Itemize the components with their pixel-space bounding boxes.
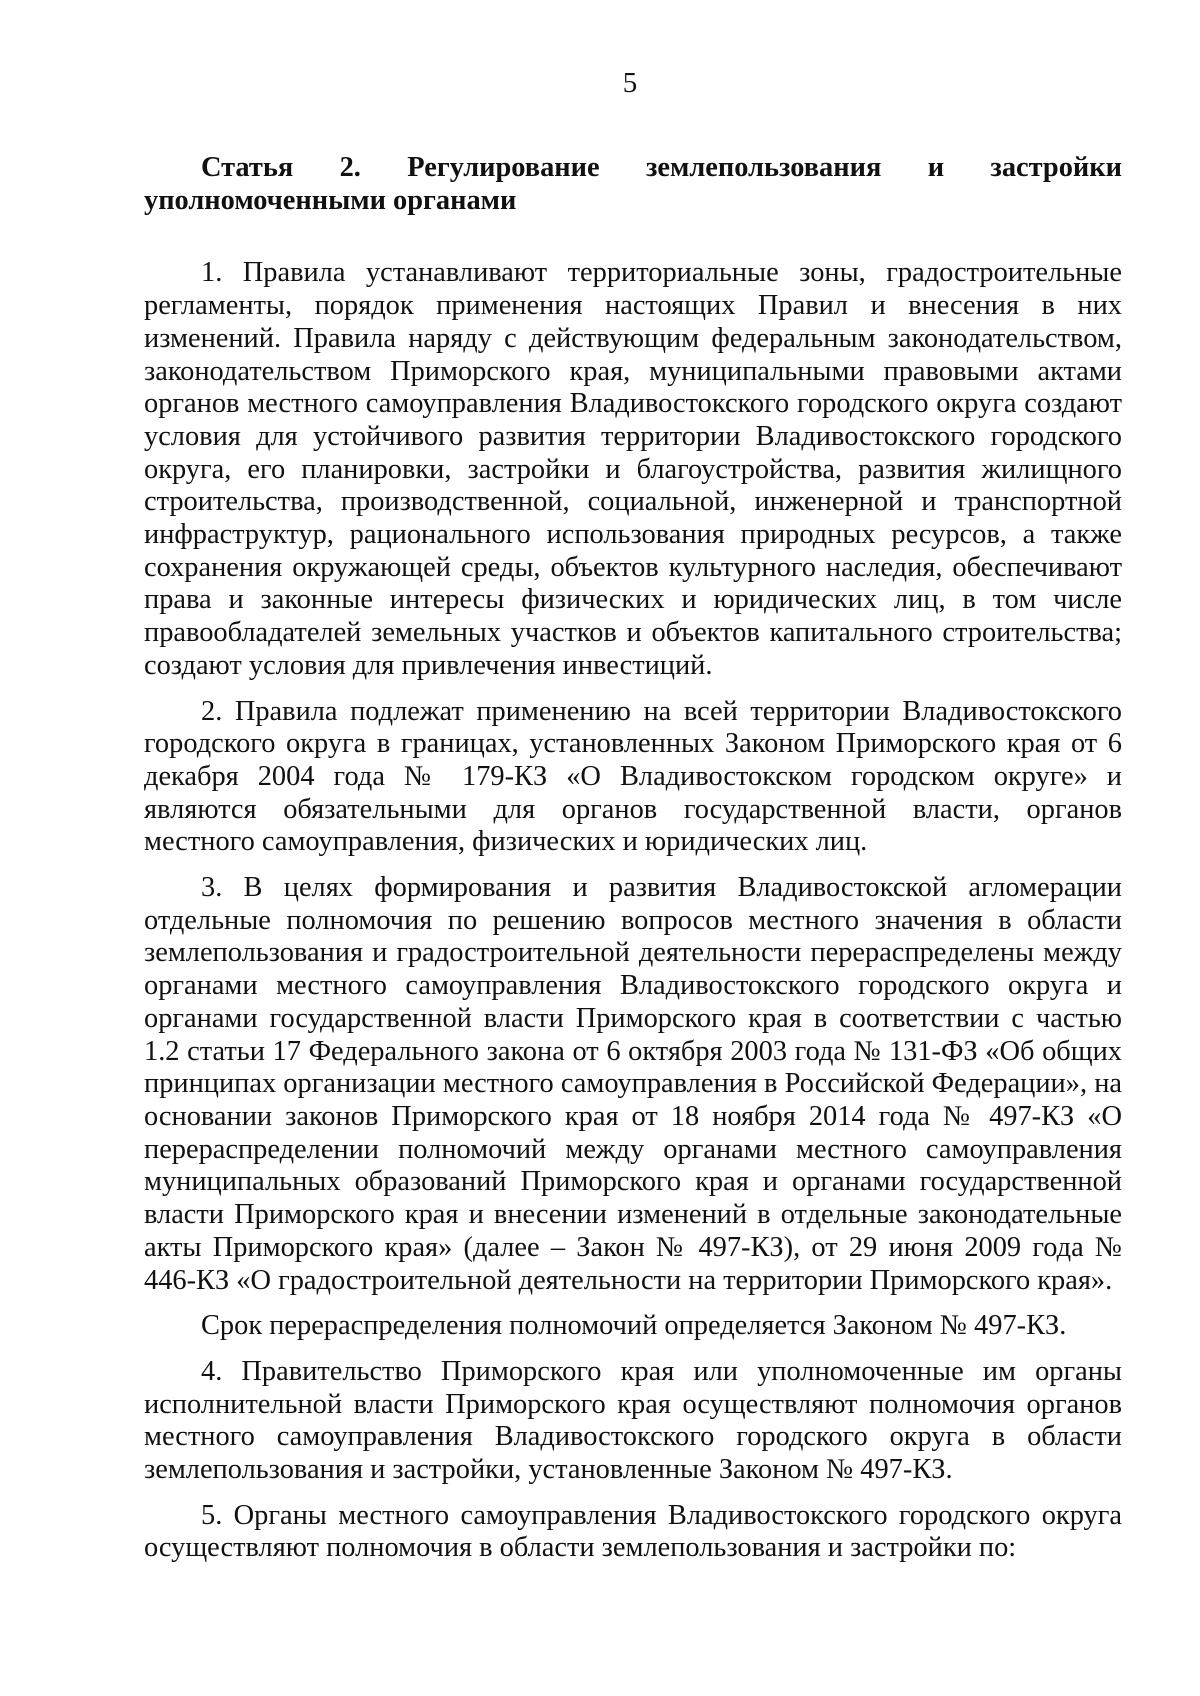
page-number: 5 <box>622 67 638 99</box>
paragraph-2: 2. Правила подлежат применению на всей территории Владивостокского городского округа в границах, установленных Законом Приморского края от 6 декабря 2004 года № 179-КЗ «О Владивостокском городском округе» и являются обязательными для органов государственной власти, органов местного самоуправления, физических и юридических лиц. <box>144 695 1122 858</box>
paragraph-3: 3. В целях формирования и развития Владивостокской агломерации отдельные полномочия по решению вопросов местного значения в области землепользования и градостроительной деятельности перераспределены между органами местного самоуправления Владивостокского городского округа и органами государственной власти Приморского края в соответствии с частью 1.2 статьи 17 Федерального закона от 6 октября 2003 года № 131-ФЗ «Об общих принципах организации местного самоуправления в Российской Федерации», на основании законов Приморского края от 18 ноября 2014 года № 497-КЗ «О перераспределении полномочий между органами местного самоуправления муниципальных образований Приморского края и органами государственной власти Приморского края и внесении изменений в отдельные законодательные акты Приморского края» (далее – Закон № 497-КЗ), от 29 июня 2009 года № 446-КЗ «О градостроительной деятельности на территории Приморского края». <box>144 872 1122 1296</box>
article-body <box>144 152 1122 1578</box>
paragraph-1: 1. Правила устанавливают территориальные зоны, градостроительные регламенты, порядок применения настоящих Правил и внесения в них изменений. Правила наряду с действующим федеральным законодательством, законодательством Приморского края, муниципальными правовыми актами органов местного самоуправления Владивостокского городского округа создают условия для устойчивого развития территории Владивостокского городского округа, его планировки, застройки и благоустройства, развития жилищного строительства, производственной, социальной, инженерной и транспортной инфраструктур, рационального использования природных ресурсов, а также сохранения окружающей среды, объектов культурного наследия, обеспечивают права и законные интересы физических и юридических лиц, в том числе правообладателей земельных участков и объектов капитального строительства; создают условия для привлечения инвестиций. <box>144 257 1122 681</box>
article-heading: Статья 2. Регулирование землепользования и застройки уполномоченными органами <box>144 152 1122 216</box>
paragraph-4: 4. Правительство Приморского края или уполномоченные им органы исполнительной власти Приморского края осуществляют полномочия органов местного самоуправления Владивостокского городского округа в области землепользования и застройки, установленные Законом № 497-КЗ. <box>144 1355 1122 1486</box>
paragraph-5: 5. Органы местного самоуправления Владивостокского городского округа осуществляют полномочия в области землепользования и застройки по: <box>144 1499 1122 1564</box>
paragraph-term: Срок перераспределения полномочий определяется Законом № 497-КЗ. <box>201 1310 1067 1342</box>
